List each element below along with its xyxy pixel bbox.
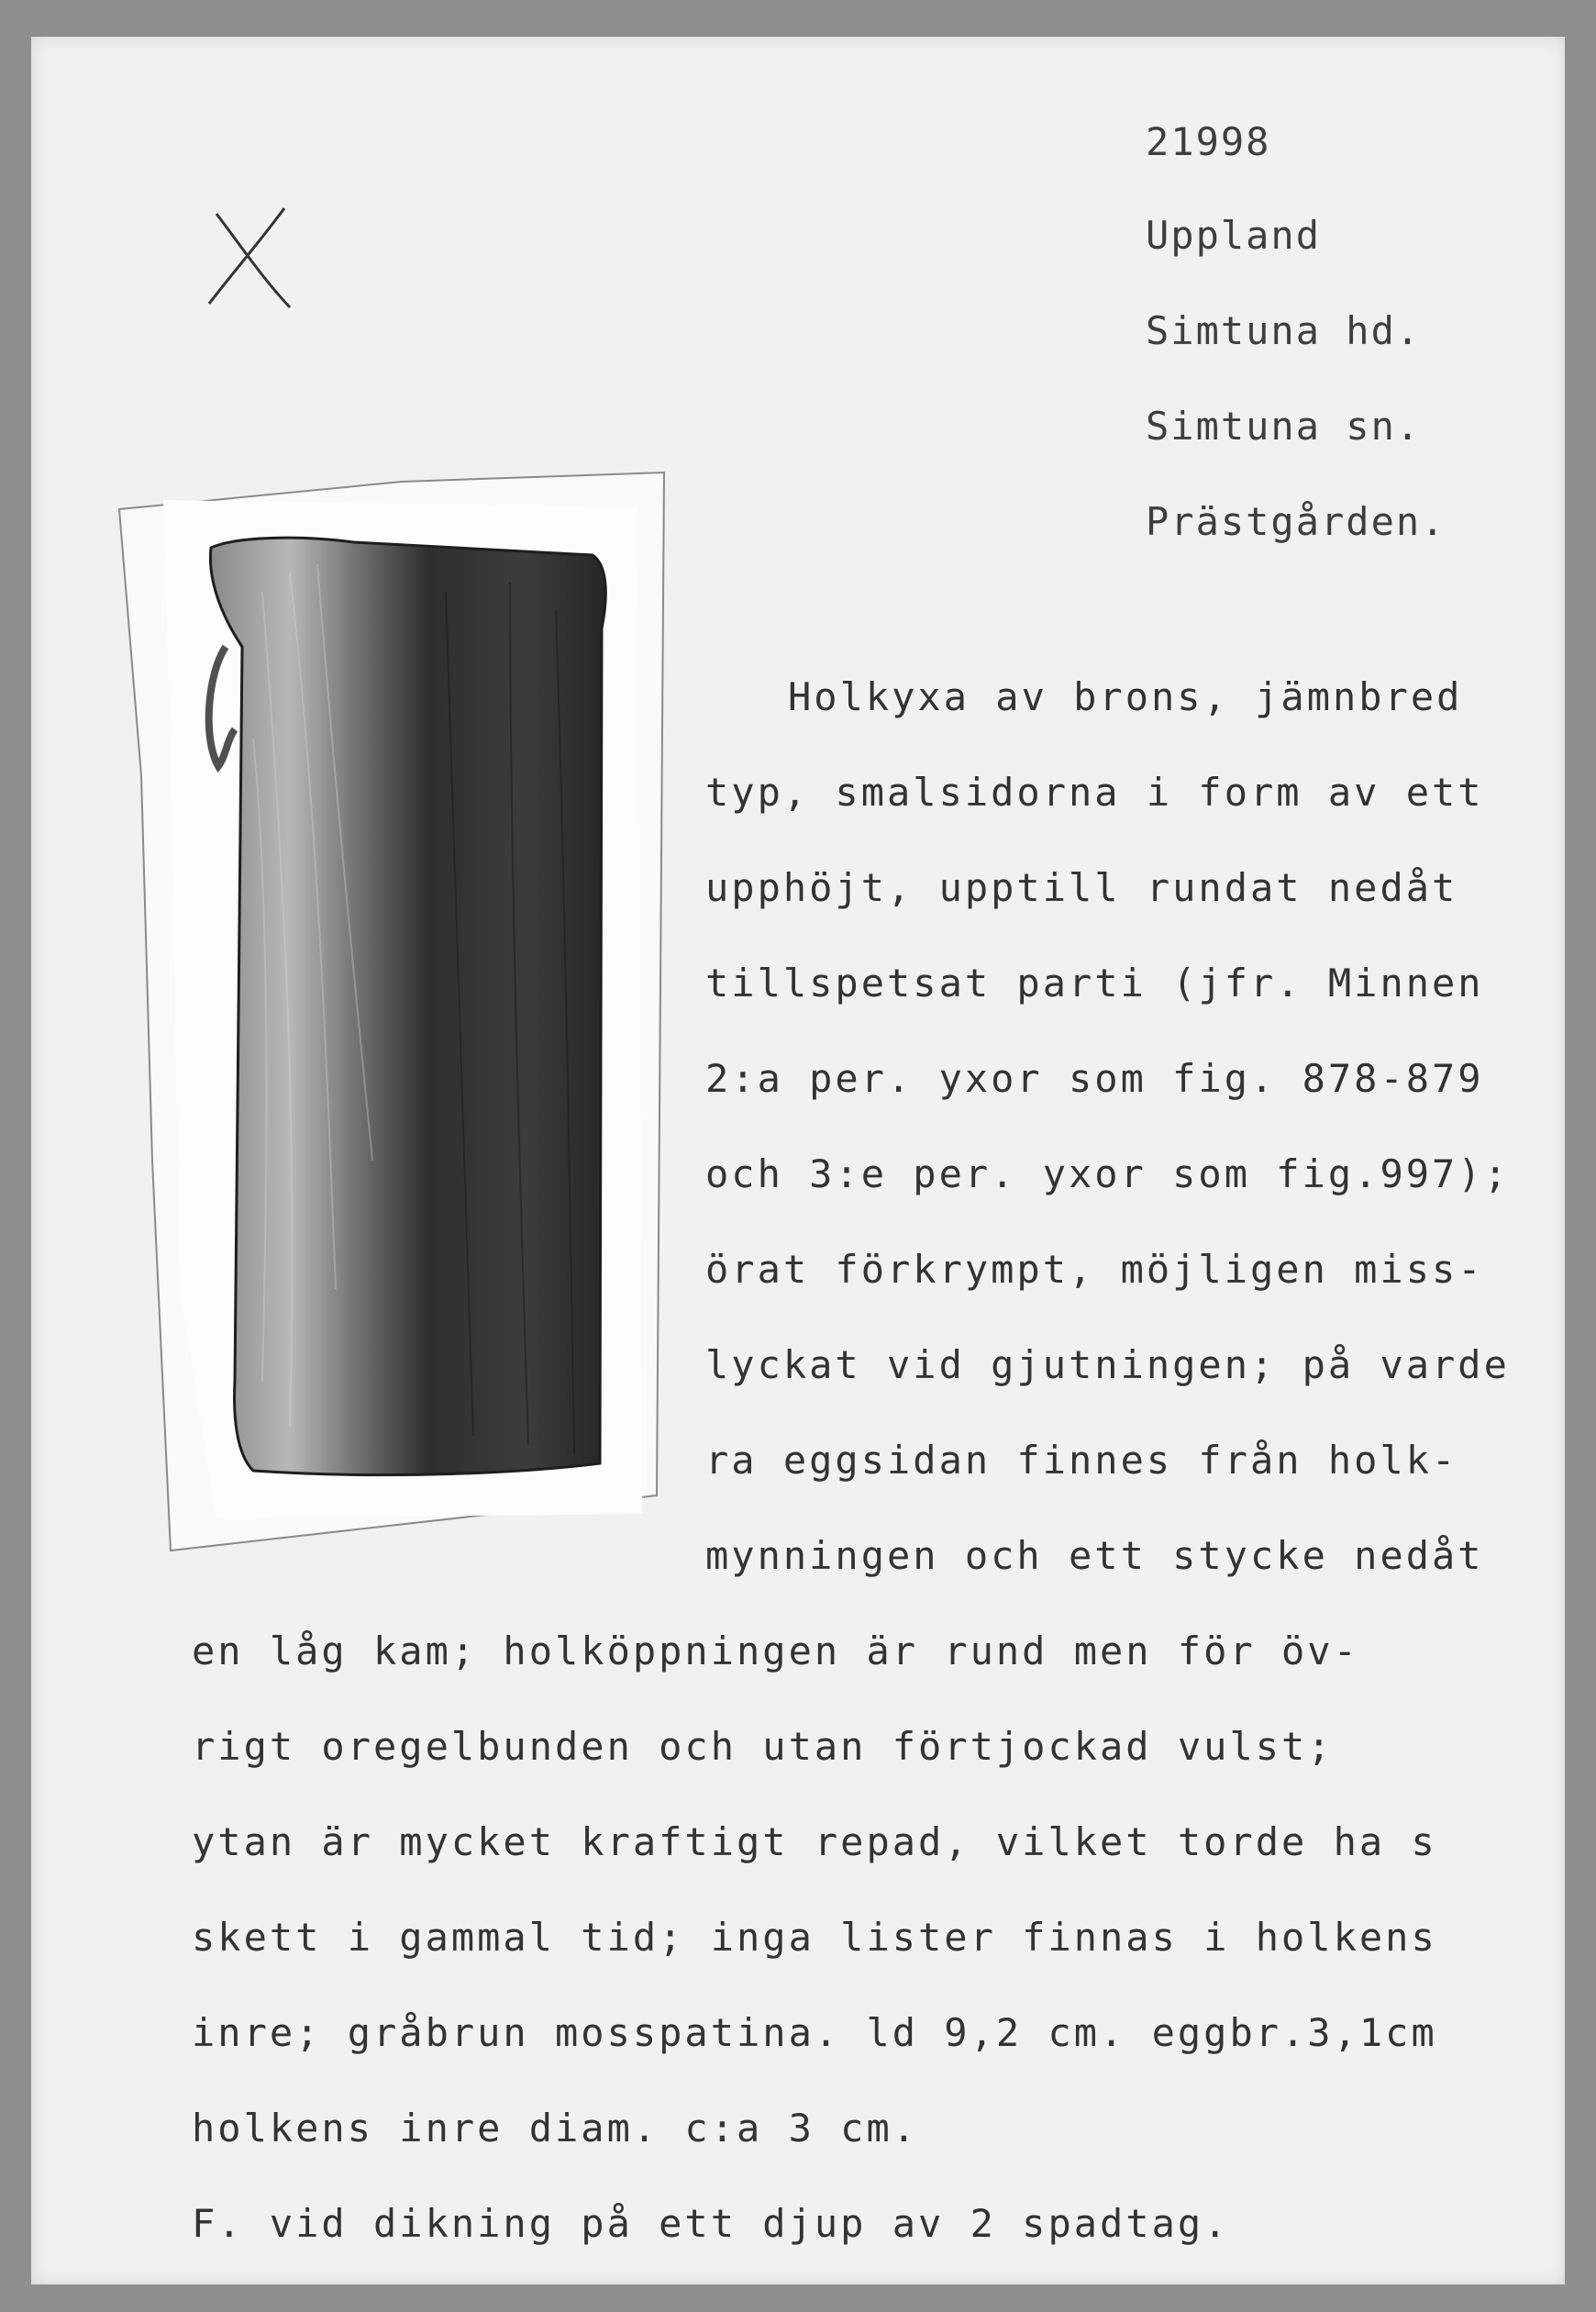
description-line: typ, smalsidorna i form av ett xyxy=(705,770,1484,815)
description-line: lyckat vid gjutningen; på varde xyxy=(705,1342,1510,1387)
description-line: en låg kam; holköppningen är rund men för öv- xyxy=(192,1628,1359,1673)
description-line: Holkyxa av brons, jämnbred xyxy=(788,674,1463,719)
description-line: ra eggsidan finnes från holk- xyxy=(705,1438,1458,1483)
description-line: mynningen och ett stycke nedåt xyxy=(705,1533,1484,1578)
cross-mark-icon xyxy=(205,206,297,312)
description-line: tillspetsat parti (jfr. Minnen xyxy=(705,961,1484,1006)
description-line: 2:a per. yxor som fig. 878-879 xyxy=(705,1056,1484,1101)
description-line: och 3:e per. yxor som fig.997); xyxy=(705,1151,1510,1196)
find-note: F. vid dikning på ett djup av 2 spadtag. xyxy=(192,2201,1230,2246)
description-line: holkens inre diam. c:a 3 cm. xyxy=(192,2106,919,2151)
description-line: rigt oregelbunden och utan förtjockad vulst; xyxy=(192,1724,1334,1769)
description-line: ytan är mycket kraftigt repad, vilket torde ha s xyxy=(192,1819,1437,1864)
province-label: Uppland xyxy=(1146,213,1322,258)
catalog-number: 21998 xyxy=(1146,119,1271,164)
description-line: upphöjt, upptill rundat nedåt xyxy=(705,865,1458,910)
district-label: Simtuna hd. xyxy=(1146,308,1422,353)
description-line: inre; gråbrun mosspatina. ld 9,2 cm. eggbr.3,1cm xyxy=(192,2010,1437,2055)
description-line: skett i gammal tid; inga lister finnas i holkens xyxy=(192,1915,1437,1960)
parish-label: Simtuna sn. xyxy=(1146,404,1422,449)
artifact-photo xyxy=(116,463,675,1555)
description-line: örat förkrympt, möjligen miss- xyxy=(705,1247,1484,1292)
catalog-card xyxy=(31,37,1565,2284)
site-label: Prästgården. xyxy=(1146,499,1446,544)
